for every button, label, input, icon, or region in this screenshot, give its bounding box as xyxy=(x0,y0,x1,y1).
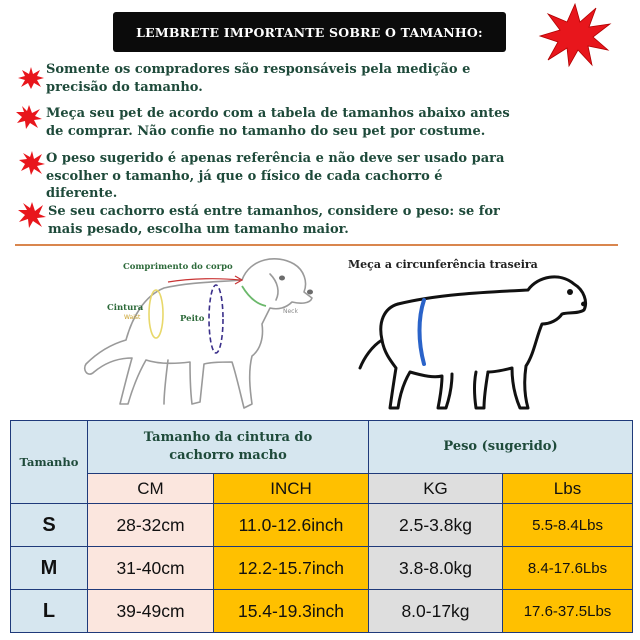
red-burst-icon xyxy=(17,66,45,90)
inch-cell: 11.0-12.6inch xyxy=(214,504,369,547)
table-row xyxy=(11,504,633,547)
table-row xyxy=(11,590,633,633)
table-row xyxy=(11,547,633,590)
chest-label: Peito xyxy=(180,314,205,324)
note-line: Meça seu pet de acordo com a tabela de tamanhos abaixo antes xyxy=(46,106,510,121)
kg-cell: 8.0-17kg xyxy=(369,590,503,633)
note-line: Se seu cachorro está entre tamanhos, considere o peso: se for xyxy=(48,204,500,219)
note-item xyxy=(46,105,606,140)
size-column-header: Tamanho xyxy=(11,421,88,504)
note-line: escolher o tamanho, já que o físico de cada cachorro é xyxy=(46,168,443,184)
size-table xyxy=(10,420,633,633)
weight-group-header: Peso (sugerido) xyxy=(369,421,633,474)
note-item xyxy=(48,203,608,238)
red-burst-icon xyxy=(18,150,46,176)
rear-girth-title: Meça a circunferência traseira xyxy=(348,258,538,271)
section-divider xyxy=(15,244,618,246)
lbs-cell: 5.5-8.4Lbs xyxy=(503,504,633,547)
note-line: Somente os compradores são responsáveis pela medição e xyxy=(46,62,471,77)
inch-cell: 12.2-15.7inch xyxy=(214,547,369,590)
unit-header-cm: CM xyxy=(88,474,214,504)
red-burst-icon xyxy=(17,201,47,229)
notes-section xyxy=(0,0,640,250)
waist-label: Cintura xyxy=(107,303,144,313)
kg-cell: 3.8-8.0kg xyxy=(369,547,503,590)
inch-cell: 15.4-19.3inch xyxy=(214,590,369,633)
cm-cell: 28-32cm xyxy=(88,504,214,547)
note-line: de comprar. Não confie no tamanho do seu pet por costume. xyxy=(46,123,486,139)
note-item xyxy=(46,150,606,203)
note-line: precisão do tamanho. xyxy=(46,79,203,95)
dog-rear-girth-diagram xyxy=(338,268,598,418)
red-burst-icon xyxy=(15,104,43,130)
dog-measurement-diagram xyxy=(72,252,332,422)
body-length-label: Comprimento do corpo xyxy=(123,262,233,272)
kg-cell: 2.5-3.8kg xyxy=(369,504,503,547)
lbs-cell: 17.6-37.5Lbs xyxy=(503,590,633,633)
cm-cell: 39-49cm xyxy=(88,590,214,633)
size-cell: L xyxy=(11,590,88,633)
note-item xyxy=(46,61,606,96)
unit-header-inch: INCH xyxy=(214,474,369,504)
waist-group-header xyxy=(88,421,369,474)
cm-cell: 31-40cm xyxy=(88,547,214,590)
size-cell: S xyxy=(11,504,88,547)
note-line: diferente. xyxy=(46,186,118,201)
page-title: LEMBRETE IMPORTANTE SOBRE O TAMANHO: xyxy=(136,24,483,40)
unit-header-kg: KG xyxy=(369,474,503,504)
waist-header-line: Tamanho da cintura do xyxy=(143,430,313,445)
size-cell: M xyxy=(11,547,88,590)
note-line: mais pesado, escolha um tamanho maior. xyxy=(48,221,349,237)
note-line: O peso sugerido é apenas referência e não deve ser usado para xyxy=(46,151,505,166)
neck-label-en: Neck xyxy=(283,308,298,315)
waist-label-en: Waist xyxy=(124,314,141,321)
waist-header-line: cachorro macho xyxy=(169,448,287,463)
unit-header-lbs: Lbs xyxy=(503,474,633,504)
lbs-cell: 8.4-17.6Lbs xyxy=(503,547,633,590)
